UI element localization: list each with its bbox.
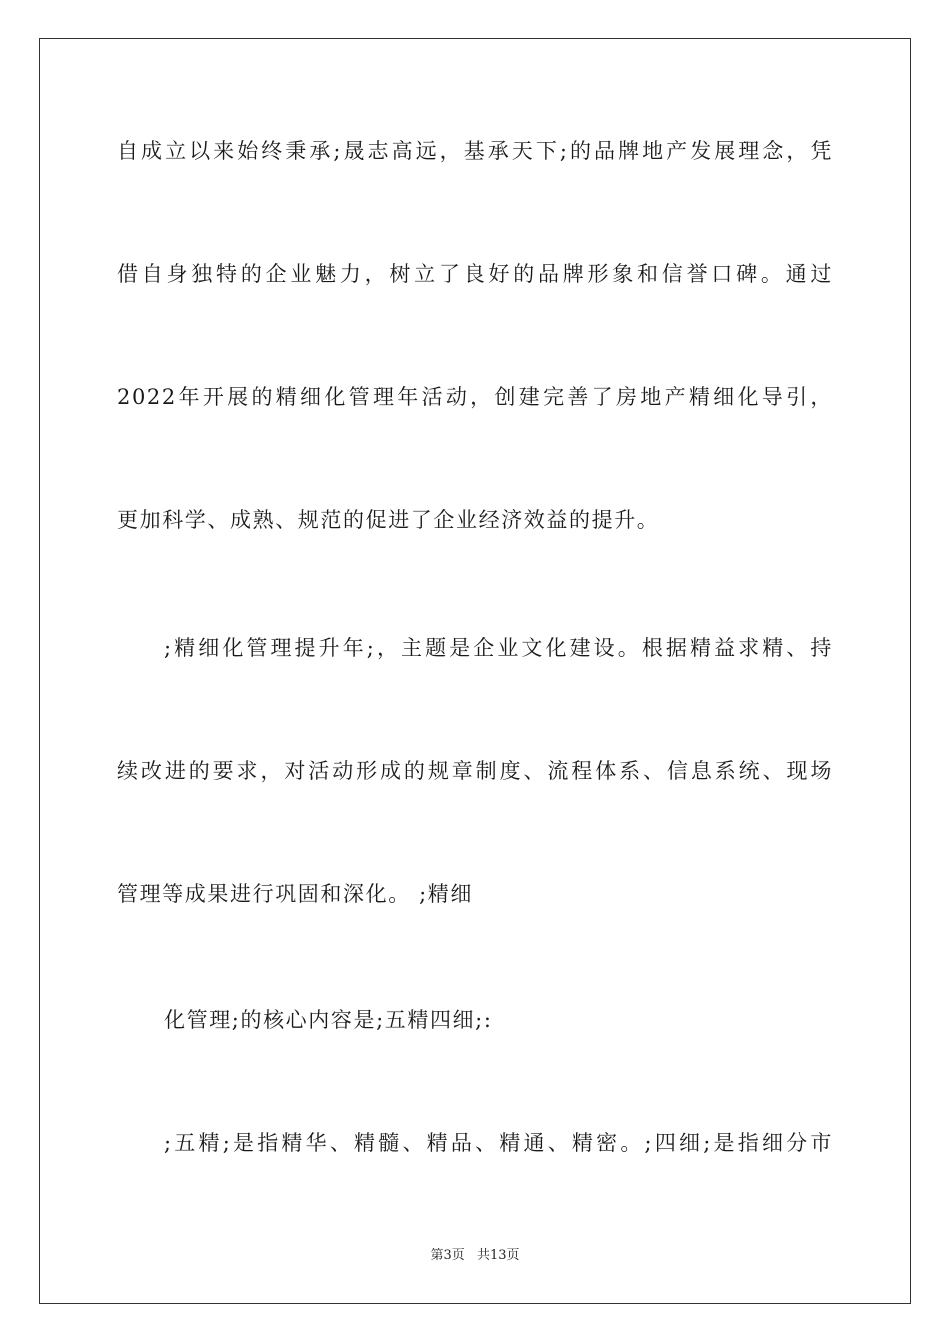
paragraph-line-9: ;五精;是指精华、精髓、精品、精通、精密。;四细;是指细分市 [164,1131,833,1155]
page-border [39,38,911,1304]
paragraph-line-7: 管理等成果进行巩固和深化。 ;精细 [117,882,473,906]
paragraph-line-1: 自成立以来始终秉承;晟志高远，基承天下;的品牌地产发展理念，凭 [117,139,833,163]
paragraph-line-8: 化管理;的核心内容是;五精四细;: [164,1008,493,1032]
page-current-label: 第3页 [430,1248,465,1263]
paragraph-line-5: ;精细化管理提升年;，主题是企业文化建设。根据精益求精、持 [164,636,833,660]
paragraph-line-4: 更加科学、成熟、规范的促进了企业经济效益的提升。 [117,508,660,532]
page-total-label: 共13页 [476,1248,520,1263]
page-footer [0,1247,950,1265]
paragraph-line-3: 2022年开展的精细化管理年活动，创建完善了房地产精细化导引， [117,385,833,409]
paragraph-line-2: 借自身独特的企业魅力，树立了良好的品牌形象和信誉口碑。通过 [117,262,833,286]
paragraph-line-6: 续改进的要求，对活动形成的规章制度、流程体系、信息系统、现场 [117,759,833,783]
